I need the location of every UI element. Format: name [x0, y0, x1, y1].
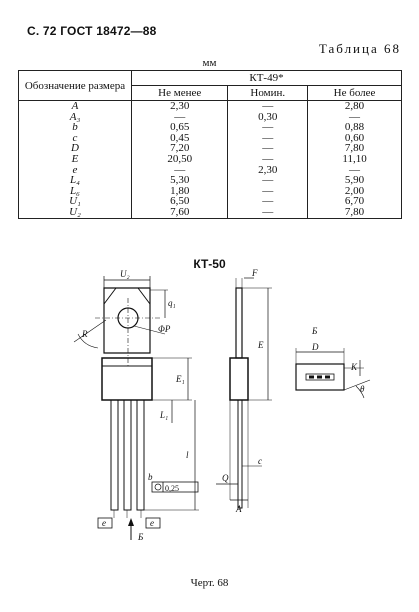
designation-cell: c	[19, 133, 132, 144]
max-cell: 11,10	[308, 154, 402, 165]
max-cell: 0,60	[308, 133, 402, 144]
min-cell: 7,60	[132, 207, 228, 218]
drawing-title: КТ-50	[193, 257, 226, 271]
tab-chamfers	[104, 288, 150, 304]
tolerance-value: 0,25	[165, 484, 179, 493]
max-cell: 6,70	[308, 196, 402, 207]
min-cell: 5,30	[132, 175, 228, 186]
b-label: b	[148, 472, 153, 482]
u2-label: U₂	[120, 269, 130, 279]
e-label-right: e	[150, 518, 154, 528]
body-outline	[102, 358, 152, 400]
view-b-title: Б	[312, 326, 318, 336]
l1-label: L₁	[160, 410, 169, 420]
table-row	[19, 101, 402, 112]
min-cell: 6,50	[132, 196, 228, 207]
designation-cell: U₂	[19, 207, 132, 218]
package-drawing	[0, 268, 419, 568]
side-tab	[236, 288, 242, 358]
min-cell: 7,20	[132, 143, 228, 154]
min-cell: 0,45	[132, 133, 228, 144]
nom-cell: —	[228, 133, 308, 144]
nom-cell: —	[228, 175, 308, 186]
nom-cell: —	[228, 186, 308, 197]
designation-cell: e	[19, 165, 132, 176]
nom-cell: —	[228, 196, 308, 207]
nom-cell: —	[228, 122, 308, 133]
theta-label: θ	[360, 384, 365, 394]
table-row	[19, 207, 402, 218]
nom-cell: 0,30	[228, 112, 308, 123]
view-arrow	[128, 518, 134, 526]
designation-cell: E	[19, 154, 132, 165]
phi-p-label: ΦP	[158, 324, 171, 334]
designation-cell: U₁	[19, 196, 132, 207]
page-header: С. 72 ГОСТ 18472—88	[27, 24, 157, 38]
min-header: Не менее	[132, 86, 228, 101]
nom-cell: —	[228, 207, 308, 218]
min-cell: —	[132, 165, 228, 176]
l-label: l	[186, 450, 189, 460]
nom-cell: —	[228, 143, 308, 154]
designation-cell: b	[19, 122, 132, 133]
max-cell: 7,80	[308, 207, 402, 218]
r-label: R	[82, 329, 88, 339]
max-cell: 7,80	[308, 143, 402, 154]
min-cell: 2,30	[132, 101, 228, 112]
min-cell: 1,80	[132, 186, 228, 197]
designation-cell: D	[19, 143, 132, 154]
designation-cell: L₄	[19, 175, 132, 186]
designation-cell: L₆	[19, 186, 132, 197]
q1-label: q₁	[168, 298, 176, 308]
e-label-left: e	[102, 518, 106, 528]
view-b	[296, 326, 370, 398]
side-view	[216, 268, 272, 514]
max-cell: 2,00	[308, 186, 402, 197]
q-label: Q	[222, 473, 229, 483]
dimension-table	[18, 70, 402, 219]
e-big-label: E	[258, 340, 264, 350]
max-cell: 0,88	[308, 122, 402, 133]
view-arrow-label: Б	[138, 532, 144, 542]
max-cell: 5,90	[308, 175, 402, 186]
table-row	[19, 154, 402, 165]
designation-cell: A₃	[19, 112, 132, 123]
side-lead	[238, 400, 242, 508]
min-cell: 0,65	[132, 122, 228, 133]
designation-cell: A	[19, 101, 132, 112]
tab-outline	[104, 288, 150, 353]
unit-label: мм	[202, 57, 217, 69]
nom-header: Номин.	[228, 86, 308, 101]
min-cell: 20,50	[132, 154, 228, 165]
max-cell: —	[308, 165, 402, 176]
min-cell: —	[132, 112, 228, 123]
side-body	[230, 358, 248, 400]
d-label: D	[312, 342, 319, 352]
a-label: A	[236, 504, 242, 514]
max-header: Не более	[308, 86, 402, 101]
nom-cell: —	[228, 154, 308, 165]
table-number: Таблица 68	[318, 41, 401, 56]
front-view	[74, 269, 199, 542]
nom-cell: 2,30	[228, 165, 308, 176]
e1-label: E₁	[176, 374, 185, 384]
max-cell: 2,80	[308, 101, 402, 112]
max-cell: —	[308, 112, 402, 123]
group-header: КТ-49*	[132, 71, 402, 86]
leads	[111, 400, 144, 510]
figure-caption: Черт. 68	[190, 577, 229, 589]
c-label: c	[258, 456, 262, 466]
k-label: K	[351, 362, 358, 372]
designation-header: Обозначение размера	[19, 71, 132, 101]
f-label: F	[252, 268, 258, 278]
nom-cell: —	[228, 101, 308, 112]
